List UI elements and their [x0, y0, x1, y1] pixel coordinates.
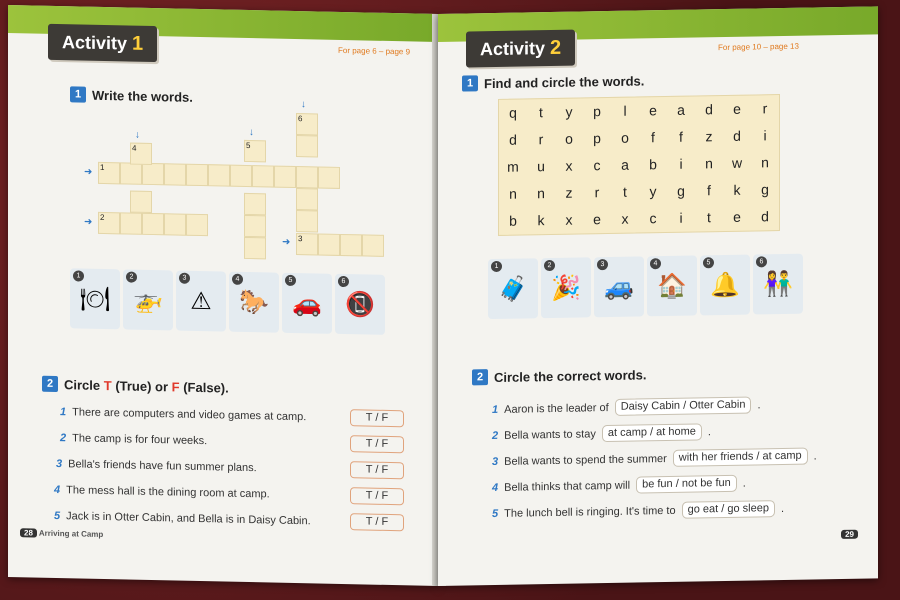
choice-a[interactable]: be fun — [642, 477, 673, 491]
footer — [841, 530, 858, 539]
road-sign-icon: 3 ⚠ — [176, 271, 226, 332]
question-row — [56, 458, 257, 474]
crossword-number: 1 — [100, 162, 105, 173]
crossword-cell[interactable] — [120, 212, 142, 234]
letter-cell[interactable]: i — [679, 155, 683, 172]
question-number: 4 — [54, 483, 61, 497]
page-number: 29 — [841, 530, 858, 539]
arrow-right-icon: ➜ — [84, 216, 93, 228]
letter-cell[interactable]: k — [733, 181, 741, 198]
party-kid-icon: 2 🎉 — [541, 257, 591, 318]
arrow-down-icon: ↓ — [301, 99, 306, 111]
section-badge: 1 — [462, 75, 478, 91]
true-letter: T — [103, 377, 112, 393]
true-false-box[interactable]: T / F — [350, 513, 404, 531]
question-text: Bella wants to spend the summer — [504, 452, 667, 468]
letter-cell[interactable]: k — [537, 212, 545, 229]
activity-label: Activity — [62, 32, 128, 54]
letter-cell[interactable]: f — [651, 129, 655, 146]
question-row — [492, 447, 817, 470]
letter-cell[interactable]: n — [761, 154, 769, 171]
letter-cell[interactable]: l — [623, 102, 627, 119]
choice-a[interactable]: Daisy Cabin — [620, 399, 681, 413]
crossword-cell[interactable] — [362, 234, 384, 256]
horse-rider-icon: 4 🐎 — [229, 272, 279, 333]
right-page — [438, 6, 878, 586]
letter-cell[interactable]: e — [733, 208, 741, 225]
family-car-icon: 3 🚙 — [594, 256, 644, 317]
section-1-heading — [462, 72, 644, 91]
for-page: For page 10 – page 13 — [718, 41, 799, 53]
arrow-down-icon: ↓ — [249, 127, 254, 139]
question-number: 5 — [54, 509, 61, 523]
letter-cell[interactable]: x — [565, 211, 573, 228]
letter-cell[interactable]: t — [623, 183, 627, 200]
letter-cell[interactable]: f — [707, 182, 711, 199]
crossword-cell[interactable] — [244, 215, 266, 237]
picture-number: 5 — [285, 275, 296, 286]
question-text: Bella wants to stay — [504, 427, 596, 442]
crossword-number: 5 — [246, 140, 251, 151]
true-false-box[interactable]: T / F — [350, 409, 404, 427]
letter-cell[interactable]: t — [707, 209, 711, 226]
crossword-cell[interactable] — [120, 162, 142, 184]
question-row — [60, 432, 207, 447]
picture-number: 3 — [179, 273, 190, 284]
letter-cell[interactable]: n — [509, 185, 517, 202]
crossword-cell[interactable] — [230, 165, 252, 187]
for-page: For page 6 – page 9 — [338, 45, 411, 57]
letter-cell[interactable]: g — [677, 182, 685, 199]
section-badge: 1 — [70, 86, 86, 102]
picture-number: 1 — [491, 261, 502, 272]
letter-cell[interactable]: z — [705, 128, 713, 145]
question-text: The mess hall is the dining room at camp. — [66, 484, 270, 501]
section-1-heading — [70, 86, 193, 105]
question-end: . — [813, 449, 817, 462]
question-number: 1 — [492, 403, 499, 416]
title-part: (True) or — [111, 377, 172, 394]
question-row — [54, 510, 311, 527]
choice-box[interactable]: go eat / go sleep — [682, 500, 775, 519]
letter-cell[interactable]: d — [705, 101, 713, 118]
letter-cell[interactable]: y — [565, 103, 573, 120]
letter-cell[interactable]: e — [649, 102, 657, 119]
crossword-cell[interactable] — [130, 191, 152, 213]
letter-cell[interactable]: x — [565, 157, 573, 174]
crossword-cell[interactable] — [208, 164, 230, 186]
activity-label: Activity — [480, 38, 546, 60]
letter-cell[interactable]: d — [509, 131, 517, 148]
picture-number: 2 — [544, 260, 555, 271]
true-false-box[interactable]: T / F — [350, 487, 404, 505]
question-number: 5 — [492, 507, 499, 520]
picture-number: 6 — [756, 256, 767, 267]
letter-cell[interactable]: p — [593, 103, 601, 120]
crossword-cell[interactable] — [164, 163, 186, 185]
section-2-heading — [472, 366, 646, 385]
question-number: 1 — [60, 406, 67, 419]
letter-cell[interactable]: q — [509, 104, 517, 121]
picture-number: 3 — [597, 259, 608, 270]
picture-number: 1 — [73, 270, 84, 281]
section-title: Circle the correct words. — [494, 366, 647, 385]
suitcase-icon: 1 🧳 — [488, 258, 538, 319]
question-row — [492, 475, 746, 496]
kids-group-icon: 6 👫 — [753, 254, 803, 315]
crossword-cell[interactable] — [296, 188, 318, 210]
crossword-number: 6 — [298, 114, 303, 124]
choice-box[interactable]: at camp / at home — [602, 423, 702, 442]
crossword-cell[interactable] — [164, 213, 186, 235]
choice-a[interactable]: at camp — [607, 426, 647, 440]
activity-number: 2 — [550, 36, 562, 60]
false-letter: F — [171, 378, 180, 395]
letter-cell[interactable]: d — [761, 208, 769, 225]
true-false-box[interactable]: T / F — [350, 435, 404, 453]
letter-cell[interactable]: z — [565, 184, 573, 201]
activity-tab — [466, 30, 575, 68]
letter-cell[interactable]: c — [649, 210, 657, 227]
question-number: 4 — [492, 481, 499, 494]
arrow-down-icon: ↓ — [135, 129, 140, 141]
letter-cell[interactable]: p — [593, 130, 601, 147]
crossword-cell[interactable] — [296, 135, 318, 157]
word-search-grid — [498, 94, 780, 236]
letter-cell[interactable]: y — [649, 183, 657, 200]
question-text: The lunch bell is ringing. It's time to — [504, 504, 676, 520]
letter-cell[interactable]: n — [537, 185, 545, 202]
picnic-table-icon: 1 🍽 — [70, 268, 120, 329]
crossword-cell[interactable] — [318, 233, 340, 255]
letter-cell[interactable]: g — [761, 181, 769, 198]
letter-cell[interactable]: n — [705, 155, 713, 172]
letter-cell[interactable]: e — [733, 100, 741, 117]
choice-a[interactable]: go eat — [687, 503, 719, 516]
car-icon: 5 🚗 — [282, 273, 332, 334]
letter-cell[interactable]: d — [733, 127, 741, 144]
picture-number: 2 — [126, 271, 137, 282]
letter-cell[interactable]: i — [679, 209, 683, 226]
section-title: Find and circle the words. — [484, 72, 645, 91]
question-number: 3 — [56, 457, 63, 471]
question-end: . — [757, 398, 761, 411]
crossword-cell[interactable] — [244, 237, 266, 259]
question-text: Jack is in Otter Cabin, and Bella is in Daisy Cabin. — [66, 510, 311, 528]
crossword-cell[interactable] — [142, 163, 164, 185]
crossword-cell[interactable] — [274, 166, 296, 188]
choice-box[interactable]: with her friends / at camp — [673, 448, 808, 467]
title-part: (False). — [179, 379, 229, 396]
title-part: Circle — [64, 376, 104, 393]
letter-cell[interactable]: m — [507, 158, 519, 175]
choice-b[interactable]: Otter Cabin — [689, 398, 746, 412]
question-text: Bella thinks that camp will — [504, 479, 631, 494]
crossword-cell[interactable] — [296, 210, 318, 232]
question-row — [60, 406, 306, 423]
crossword-number: 3 — [298, 234, 303, 244]
question-number: 2 — [492, 429, 499, 442]
letter-cell[interactable]: r — [762, 100, 768, 117]
crossword-number: 4 — [132, 143, 137, 153]
question-row — [492, 396, 761, 418]
question-end: . — [742, 477, 746, 490]
footer — [20, 528, 103, 539]
letter-cell[interactable]: o — [565, 130, 573, 147]
letter-cell[interactable]: a — [621, 156, 629, 173]
left-page — [8, 5, 438, 586]
choice-box[interactable]: Daisy Cabin / Otter Cabin — [615, 397, 752, 416]
crossword-cell[interactable] — [252, 165, 274, 187]
letter-cell[interactable]: b — [649, 156, 657, 173]
crossword-cell[interactable] — [142, 213, 164, 235]
no-phone-icon: 6 📵 — [335, 274, 385, 335]
letter-cell[interactable]: f — [679, 128, 683, 145]
question-row — [492, 500, 784, 522]
crossword-cell[interactable] — [296, 166, 318, 188]
question-number: 3 — [492, 455, 499, 468]
picture-row — [70, 268, 385, 335]
question-row — [54, 484, 270, 501]
crossword-cell[interactable] — [244, 193, 266, 215]
picture-number: 5 — [703, 257, 714, 268]
letter-cell[interactable]: x — [621, 210, 629, 227]
activity-number: 1 — [132, 32, 144, 55]
question-number: 2 — [60, 432, 67, 445]
helicopter-icon: 2 🚁 — [123, 269, 173, 330]
letter-cell[interactable]: b — [509, 212, 517, 229]
arrow-right-icon: ➜ — [84, 166, 93, 178]
crossword-cell[interactable] — [186, 164, 208, 186]
letter-cell[interactable]: w — [731, 154, 743, 171]
crossword-cell[interactable] — [186, 214, 208, 236]
section-badge: 2 — [472, 369, 488, 385]
letter-cell[interactable]: u — [537, 158, 545, 175]
section-badge: 2 — [42, 376, 58, 392]
letter-cell[interactable]: r — [538, 131, 544, 148]
question-end: . — [780, 502, 785, 515]
arrow-right-icon: ➜ — [282, 236, 291, 248]
letter-cell[interactable]: e — [593, 211, 601, 228]
letter-cell[interactable]: a — [677, 101, 685, 118]
choice-a[interactable]: with her friends — [678, 450, 754, 464]
section-2-heading — [42, 376, 229, 396]
question-end: . — [707, 425, 711, 438]
picture-number: 4 — [650, 258, 661, 269]
cabin-icon: 4 🏠 — [647, 255, 697, 316]
choice-box[interactable]: be fun / not be fun — [636, 475, 737, 494]
letter-cell[interactable]: o — [621, 129, 629, 146]
question-row — [492, 423, 711, 444]
section-title: Write the words. — [92, 87, 193, 105]
letter-cell[interactable]: t — [539, 104, 543, 121]
question-text: Aaron is the leader of — [504, 401, 609, 416]
crossword-number: 2 — [100, 212, 105, 223]
choice-b[interactable]: not be fun — [681, 476, 731, 490]
true-false-box[interactable]: T / F — [350, 461, 404, 479]
question-text: Bella's friends have fun summer plans. — [68, 458, 257, 475]
footer-title: Arriving at Camp — [38, 528, 104, 539]
picture-number: 4 — [232, 274, 243, 285]
crossword-cell[interactable] — [340, 234, 362, 256]
question-text: The camp is for four weeks. — [72, 432, 208, 448]
letter-cell[interactable]: c — [593, 157, 601, 174]
section-title — [64, 377, 229, 395]
choice-b[interactable]: at home — [656, 425, 696, 439]
choice-b[interactable]: go sleep — [727, 502, 769, 515]
question-text: There are computers and video games at camp. — [72, 406, 307, 424]
page-number: 28 — [20, 528, 37, 537]
letter-cell[interactable]: r — [594, 184, 600, 201]
activity-tab — [48, 24, 157, 62]
choice-b[interactable]: at camp — [762, 449, 802, 463]
picture-row — [488, 254, 803, 319]
crossword-cell[interactable] — [318, 166, 340, 188]
bell-icon: 5 🔔 — [700, 255, 750, 316]
picture-number: 6 — [338, 276, 349, 287]
letter-cell[interactable]: i — [763, 127, 767, 144]
